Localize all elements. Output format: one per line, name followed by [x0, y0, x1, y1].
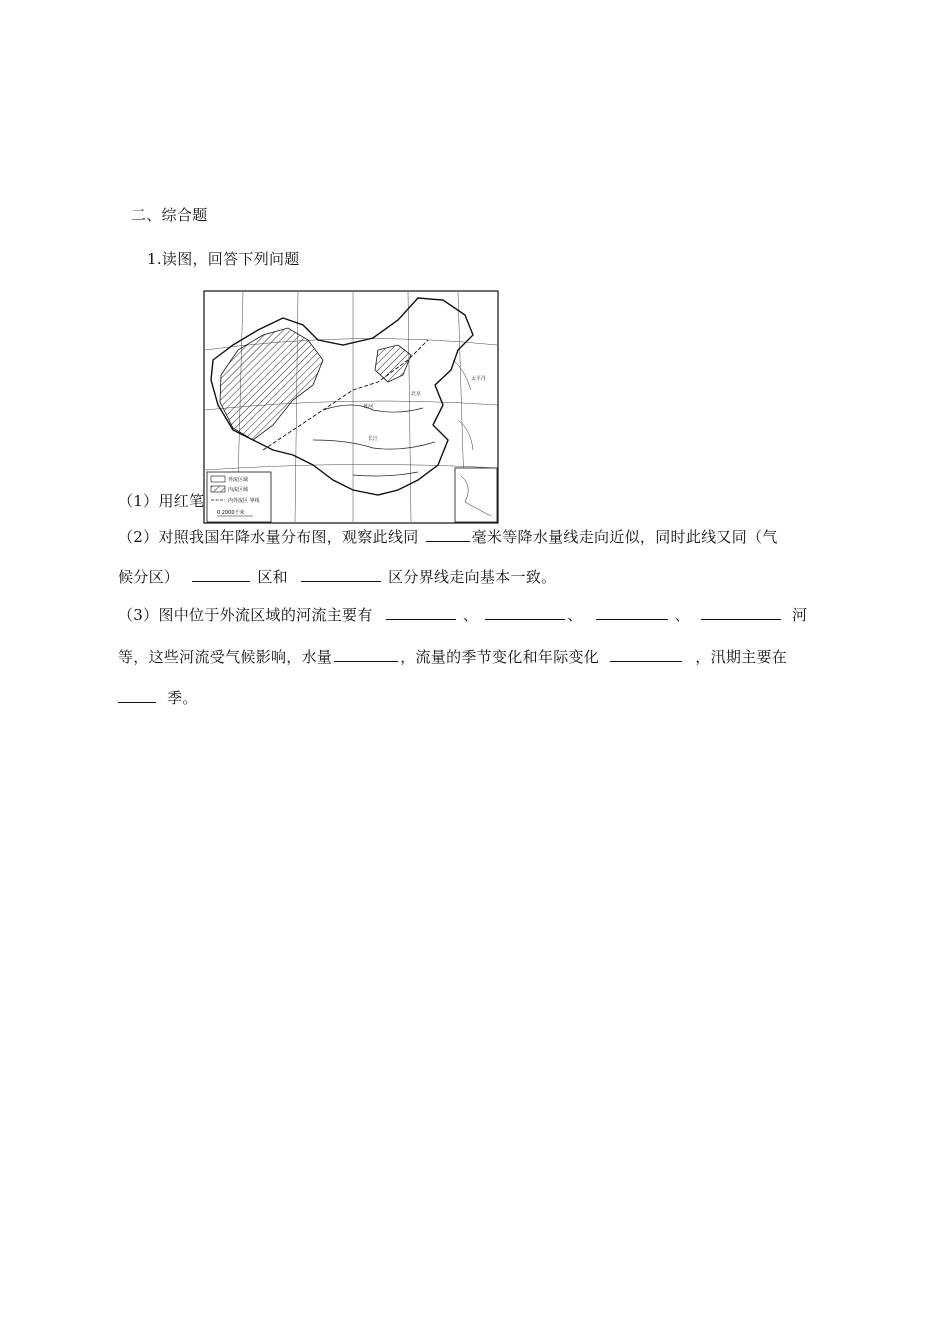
part3-text-a: （3）图中位于外流区域的河流主要有: [118, 606, 373, 624]
legend-endorheic-label: 内流区域: [228, 487, 249, 493]
part3-sep-3: 、: [674, 606, 690, 624]
answer-blank-climate-1[interactable]: [192, 567, 250, 582]
legend-exorheic-label: 外流区域: [228, 477, 249, 483]
part1-text: （1）用红笔: [118, 492, 205, 510]
part3-text-river: 河: [792, 606, 808, 624]
part3-text-c: ，流量的季节变化和年际变化: [400, 648, 600, 666]
part3-text-d: ，汛期主要在: [695, 648, 788, 666]
part3-line2: [118, 647, 787, 667]
answer-blank-season[interactable]: [118, 688, 156, 703]
question-prompt: 1.读图，回答下列问题: [147, 250, 300, 268]
label-beijing: 北京: [411, 391, 422, 397]
answer-blank-variation[interactable]: [610, 647, 682, 662]
china-drainage-map: [203, 290, 499, 524]
part3-line1: [118, 605, 807, 625]
legend-scale-label: 0 2000千米: [217, 510, 245, 516]
answer-blank-climate-2[interactable]: [301, 567, 381, 582]
label-changjiang: 长江: [368, 436, 379, 442]
section-heading: 二、综合题: [131, 206, 208, 224]
part3-sep-1: 、: [462, 606, 479, 624]
legend-boundary-label: 内外流区 界线: [228, 498, 260, 504]
part2-line2: [118, 567, 556, 587]
part3-line3: [118, 688, 198, 708]
part2-text-a: （2）对照我国年降水量分布图，观察此线同: [118, 528, 419, 546]
part2-text-b: 毫米等降水量线走向近似，同时此线又同（气: [471, 528, 778, 546]
legend-endorheic-swatch: [211, 486, 225, 492]
part3-text-b: 等，这些河流受气候影响，水量: [118, 648, 333, 666]
part3-text-e: 季。: [167, 689, 198, 707]
answer-blank-volume[interactable]: [334, 647, 398, 662]
part2-text-c: 候分区）: [118, 568, 180, 586]
answer-blank-river-1[interactable]: [386, 605, 456, 620]
label-pacific: 太平洋: [471, 376, 487, 382]
legend-exorheic-swatch: [211, 476, 225, 482]
part2-line1: [118, 527, 778, 547]
part2-text-e: 区分界线走向基本一致。: [388, 568, 557, 586]
part3-sep-2: 、: [567, 606, 583, 624]
map-legend: [207, 472, 271, 522]
answer-blank-rainfall[interactable]: [426, 527, 470, 542]
part2-text-d: 区和: [257, 568, 288, 586]
answer-blank-river-2[interactable]: [485, 605, 565, 620]
answer-blank-river-3[interactable]: [596, 605, 668, 620]
label-huanghe: 黄河: [363, 404, 374, 410]
answer-blank-river-4[interactable]: [701, 605, 781, 620]
